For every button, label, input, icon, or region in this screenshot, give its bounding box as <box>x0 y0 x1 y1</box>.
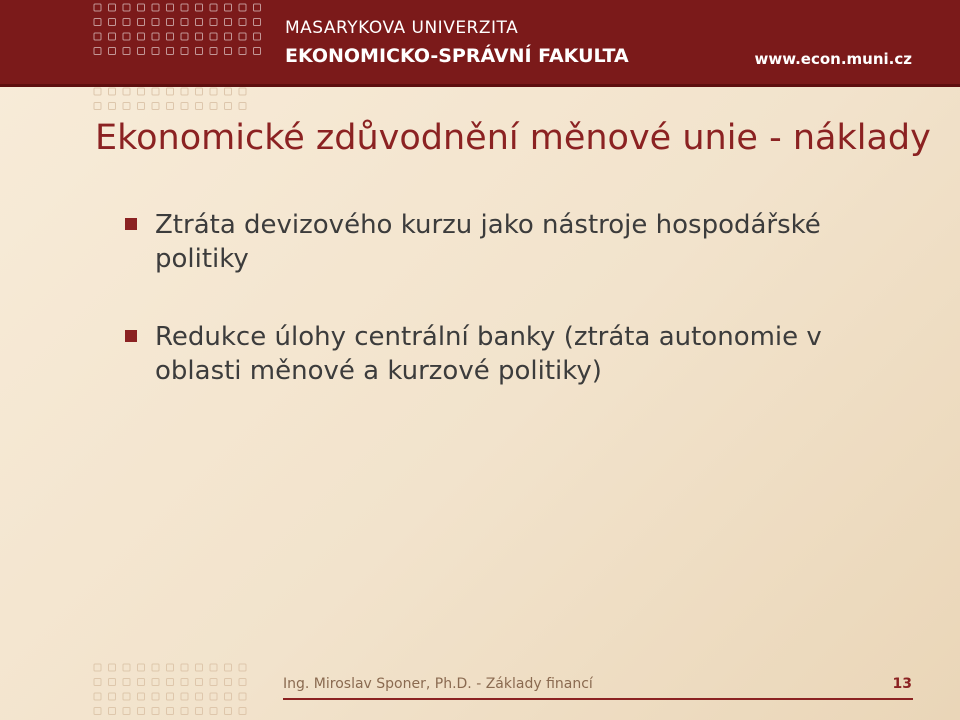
grid-square <box>239 708 246 715</box>
grid-square <box>239 4 246 11</box>
grid-square <box>94 708 101 715</box>
bullet-item <box>125 320 905 388</box>
grid-square <box>109 664 116 671</box>
grid-square <box>210 103 217 110</box>
grid-square <box>239 679 246 686</box>
grid-square <box>123 103 130 110</box>
grid-square <box>181 664 188 671</box>
grid-square <box>254 48 261 55</box>
grid-square <box>254 19 261 26</box>
grid-square <box>138 48 145 55</box>
grid-square <box>239 19 246 26</box>
grid-square <box>123 19 130 26</box>
grid-square <box>167 4 174 11</box>
grid-square <box>94 88 101 95</box>
grid-square <box>123 679 130 686</box>
grid-square <box>109 708 116 715</box>
grid-square <box>239 88 246 95</box>
grid-square <box>94 664 101 671</box>
grid-square <box>152 33 159 40</box>
grid-square <box>138 33 145 40</box>
grid-square <box>138 19 145 26</box>
grid-square <box>152 679 159 686</box>
bullet-list <box>125 208 905 432</box>
grid-square <box>210 708 217 715</box>
grid-square <box>210 664 217 671</box>
bullet-text: Ztráta devizového kurzu jako nástroje hospodářské politiky <box>155 210 821 274</box>
grid-square <box>138 4 145 11</box>
grid-square <box>225 88 232 95</box>
dot-grid-pattern-header-extension <box>90 84 260 114</box>
grid-square <box>167 708 174 715</box>
bullet-text: Redukce úlohy centrální banky (ztráta autonomie v oblasti měnové a kurzové politiky) <box>155 322 822 386</box>
grid-square <box>123 708 130 715</box>
square-bullet-icon <box>125 330 137 342</box>
grid-square <box>196 693 203 700</box>
grid-square <box>167 679 174 686</box>
grid-square <box>181 708 188 715</box>
grid-square <box>196 664 203 671</box>
grid-square <box>181 33 188 40</box>
grid-square <box>94 4 101 11</box>
grid-square <box>109 48 116 55</box>
grid-square <box>181 103 188 110</box>
faculty-name: EKONOMICKO-SPRÁVNÍ FAKULTA <box>285 45 629 67</box>
grid-square <box>210 33 217 40</box>
grid-square <box>196 679 203 686</box>
grid-square <box>138 679 145 686</box>
grid-square <box>109 33 116 40</box>
grid-square <box>239 693 246 700</box>
grid-square <box>94 103 101 110</box>
grid-square <box>239 103 246 110</box>
grid-square <box>109 88 116 95</box>
grid-square <box>152 19 159 26</box>
grid-square <box>225 708 232 715</box>
grid-square <box>210 693 217 700</box>
square-bullet-icon <box>125 218 137 230</box>
grid-square <box>225 693 232 700</box>
bullet-item <box>125 208 905 276</box>
grid-square <box>210 48 217 55</box>
grid-square <box>225 664 232 671</box>
grid-square <box>239 48 246 55</box>
grid-square <box>152 4 159 11</box>
grid-square <box>94 48 101 55</box>
grid-square <box>138 664 145 671</box>
grid-square <box>138 693 145 700</box>
grid-square <box>196 33 203 40</box>
grid-square <box>152 88 159 95</box>
grid-square <box>138 88 145 95</box>
grid-square <box>152 664 159 671</box>
grid-square <box>181 679 188 686</box>
slide-title: Ekonomické zdůvodnění měnové unie - náklady <box>95 118 931 158</box>
grid-square <box>225 4 232 11</box>
grid-square <box>196 19 203 26</box>
grid-square <box>167 19 174 26</box>
grid-square <box>123 88 130 95</box>
dot-grid-pattern-footer <box>90 660 270 720</box>
grid-square <box>196 103 203 110</box>
grid-square <box>167 88 174 95</box>
grid-square <box>210 4 217 11</box>
grid-square <box>225 103 232 110</box>
footer-text: Ing. Miroslav Sponer, Ph.D. - Základy financí <box>283 676 593 692</box>
grid-square <box>210 19 217 26</box>
footer-divider <box>283 698 913 700</box>
grid-square <box>239 33 246 40</box>
grid-square <box>152 708 159 715</box>
grid-square <box>181 693 188 700</box>
grid-square <box>109 19 116 26</box>
grid-square <box>210 88 217 95</box>
page-number: 13 <box>892 676 912 692</box>
grid-square <box>225 19 232 26</box>
grid-square <box>123 33 130 40</box>
grid-square <box>210 679 217 686</box>
grid-square <box>109 4 116 11</box>
grid-square <box>167 664 174 671</box>
grid-square <box>94 679 101 686</box>
grid-square <box>138 103 145 110</box>
grid-square <box>94 693 101 700</box>
grid-square <box>254 4 261 11</box>
grid-square <box>123 48 130 55</box>
grid-square <box>152 693 159 700</box>
grid-square <box>196 48 203 55</box>
grid-square <box>152 103 159 110</box>
grid-square <box>239 664 246 671</box>
grid-square <box>254 33 261 40</box>
grid-square <box>109 679 116 686</box>
grid-square <box>196 4 203 11</box>
grid-square <box>181 48 188 55</box>
grid-square <box>225 33 232 40</box>
grid-square <box>138 708 145 715</box>
grid-square <box>167 48 174 55</box>
grid-square <box>225 48 232 55</box>
grid-square <box>181 88 188 95</box>
grid-square <box>181 4 188 11</box>
grid-square <box>109 693 116 700</box>
grid-square <box>109 103 116 110</box>
grid-square <box>181 19 188 26</box>
grid-square <box>167 103 174 110</box>
grid-square <box>152 48 159 55</box>
grid-square <box>167 33 174 40</box>
grid-square <box>123 4 130 11</box>
grid-square <box>123 664 130 671</box>
header-bar <box>0 0 960 87</box>
grid-square <box>196 708 203 715</box>
grid-square <box>94 19 101 26</box>
grid-square <box>196 88 203 95</box>
grid-square <box>225 679 232 686</box>
grid-square <box>123 693 130 700</box>
website-link[interactable]: www.econ.muni.cz <box>754 50 912 68</box>
grid-square <box>94 33 101 40</box>
university-name: MASARYKOVA UNIVERZITA <box>285 18 519 38</box>
grid-square <box>167 693 174 700</box>
